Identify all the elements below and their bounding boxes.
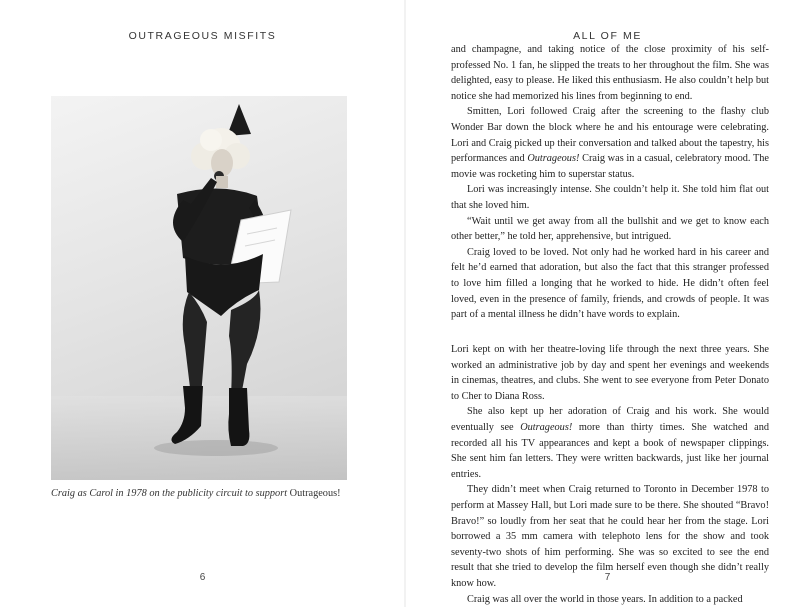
performer-photo [51, 96, 347, 480]
body-text-section-1 [451, 42, 769, 323]
film-title: Outrageous! [520, 421, 573, 433]
right-page [405, 0, 810, 607]
paragraph: “Wait until we get away from all the bullshit and we get to know each other better,” he told her, apprehensive, but intrigued. [451, 215, 769, 243]
paragraph: Lori was increasingly intense. She couldn’t help it. She told him flat out that she loved him. [451, 184, 769, 211]
paragraph: She also kept up her adoration of Craig and his work. She would eventually see Outrageous! more than thirty times. She watched and recorded all his TV appearances and kept a book of newspaper clippings. She sent him fan letters. They were written backwards, just like her journal entries. [451, 406, 770, 480]
photo-illustration [51, 96, 347, 480]
paragraph: Smitten, Lori followed Craig after the screening to the flashy club Wonder Bar down the block where he and his entourage were celebrating. Lori and Craig picked up their conversation and talked about the tapestry, his performances and Outrageous! Craig was in a casual, celebratory mood. The movie was rocketing him to superstar status. [451, 106, 769, 180]
page-number-right: 7 [604, 572, 611, 583]
paragraph: Craig loved to be loved. Not only had he worked hard in his career and felt he’d earned that adoration, but also the fact that this stranger professed to love him filled a longing that he worked to hide. He didn’t often feel loved, even in the presence of family, friends, and crowds of people. It was part of a mental illness he didn’t have words to explain. [451, 246, 769, 321]
running-head-right: ALL OF ME [573, 30, 642, 42]
running-head-left: OUTRAGEOUS MISFITS [128, 30, 277, 42]
caption-italic: Craig as Carol in 1978 on the publicity circuit to support [51, 488, 290, 499]
body-text-section-2 [451, 342, 769, 607]
page-number-left: 6 [199, 572, 206, 583]
film-title: Outrageous! [527, 153, 580, 165]
paragraph: They didn’t meet when Craig returned to Toronto in December 1978 to perform at Massey Hall, but Lori made sure to be there. She shouted “Bravo! Bravo!” so loudly from her seat that he could hear her from the stage. Lori borrowed a 35 mm camera with telephoto lens for the show and took seventy-two shots of him performing. She was so excited to see the end result that she tried to develop the film herself even though she didn’t really know how. [451, 484, 769, 589]
caption-roman: Outrageous! [289, 488, 341, 499]
paragraph: Craig was all over the world in those years. In addition to a packed [467, 593, 743, 605]
photo-caption [51, 488, 371, 499]
paragraph: Lori kept on with her theatre-loving life through the next three years. She worked an administrative job by day and spent her evenings and weekends in cinemas, theatres, and clubs. She went to see everyone from Peter Donato to Cher to Diana Ross. [451, 344, 769, 402]
paragraph: and champagne, and taking notice of the close proximity of his self-professed No. 1 fan, he slipped the treats to her throughout the film. She was delighted, easy to please. He liked this enthusiasm. He also couldn’t help but notice she had memorized his lines from beginning to end. [451, 44, 769, 102]
